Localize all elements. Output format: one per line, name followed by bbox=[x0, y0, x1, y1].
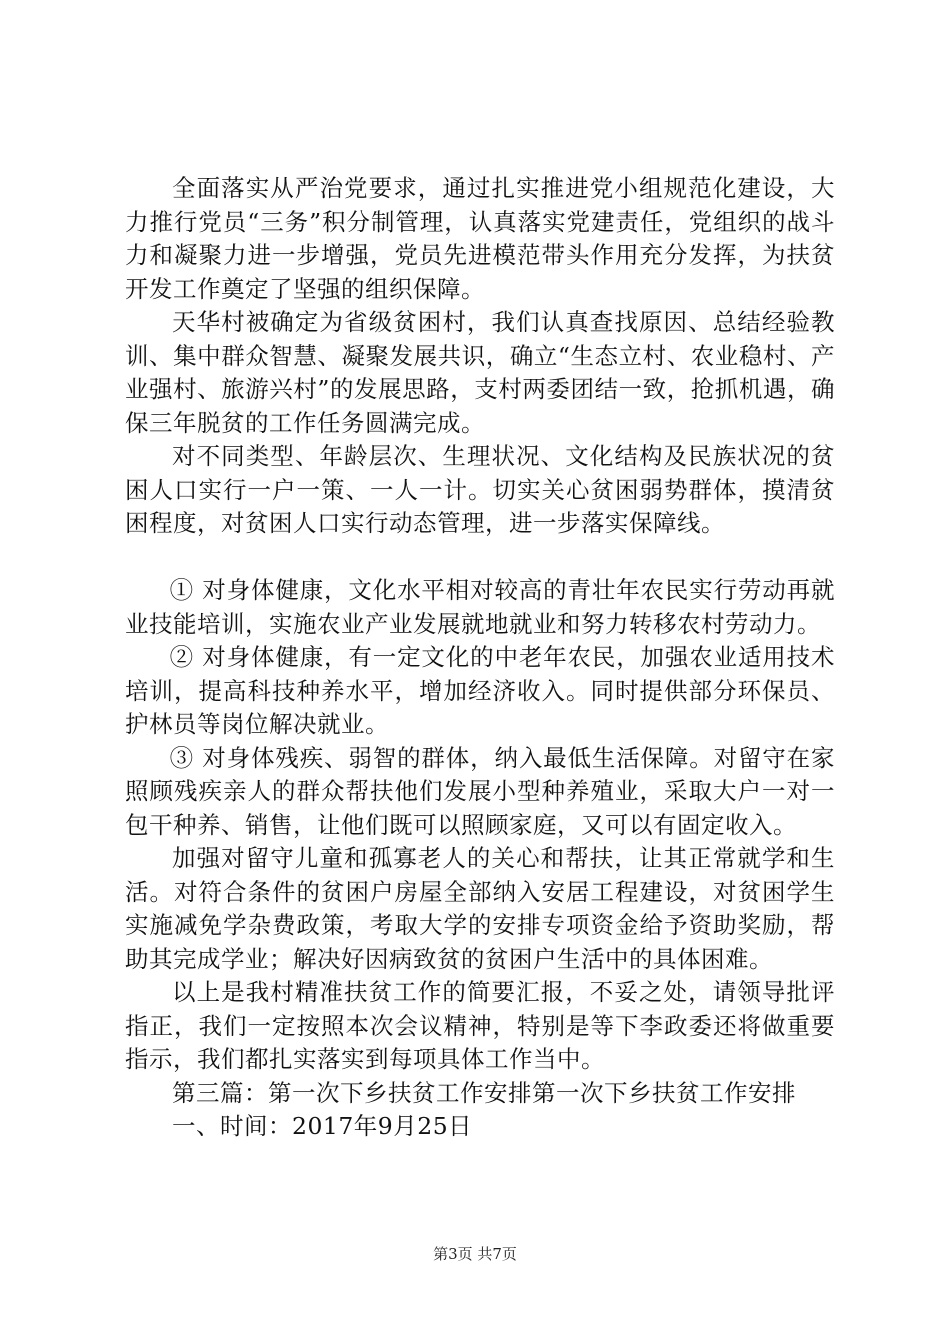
page-number-footer: 第3页 共7页 bbox=[433, 1245, 517, 1263]
list-item-3: ③ 对身体残疾、弱智的群体，纳入最低生活保障。对留守在家照顾残疾亲人的群众帮扶他们发展小型种养殖业，采取大户一对一包干种养、销售，让他们既可以照顾家庭，又可以有固定收入。 bbox=[125, 743, 835, 839]
list-item-1: ① 对身体健康，文化水平相对较高的青壮年农民实行劳动再就业技能培训，实施农业产业发展就地就业和努力转移农村劳动力。 bbox=[125, 576, 835, 638]
paragraph-gap bbox=[125, 541, 835, 575]
paragraph-summary: 以上是我村精准扶贫工作的简要汇报，不妥之处，请领导批评指正，我们一定按照本次会议精神，特别是等下李政委还将做重要指示，我们都扎实落实到每项具体工作当中。 bbox=[125, 978, 835, 1073]
paragraph-poverty-village: 天华村被确定为省级贫困村，我们认真查找原因、总结经验教训、集中群众智慧、凝聚发展共识，确立“生态立村、农业稳村、产业强村、旅游兴村”的发展思路，支村两委团结一致，抢抓机遇，确保三年脱贫的工作任务圆满完成。 bbox=[125, 308, 835, 437]
document-body bbox=[125, 172, 835, 1144]
paragraph-household-policy: 对不同类型、年龄层次、生理状况、文化结构及民族状况的贫困人口实行一户一策、一人一计。切实关心贫困弱势群体，摸清贫困程度，对贫困人口实行动态管理，进一步落实保障线。 bbox=[125, 442, 835, 537]
section-heading: 第三篇：第一次下乡扶贫工作安排第一次下乡扶贫工作安排 bbox=[172, 1078, 796, 1107]
paragraph-children-elderly: 加强对留守儿童和孤寡老人的关心和帮扶，让其正常就学和生活。对符合条件的贫困户房屋全部纳入安居工程建设，对贫困学生实施减免学杂费政策，考取大学的安排专项资金给予资助奖励，帮助其完成学业；解决好因病致贫的贫困户生活中的具体困难。 bbox=[125, 844, 835, 973]
schedule-time: 一、时间：2017年9月25日 bbox=[172, 1112, 473, 1140]
paragraph-party-building: 全面落实从严治党要求，通过扎实推进党小组规范化建设，大力推行党员“三务”积分制管理，认真落实党建责任，党组织的战斗力和凝聚力进一步增强，党员先进模范带头作用充分发挥，为扶贫开发工作奠定了坚强的组织保障。 bbox=[125, 174, 835, 303]
list-item-2: ② 对身体健康，有一定文化的中老年农民，加强农业适用技术培训，提高科技种养水平，增加经济收入。同时提供部分环保员、护林员等岗位解决就业。 bbox=[125, 643, 835, 738]
